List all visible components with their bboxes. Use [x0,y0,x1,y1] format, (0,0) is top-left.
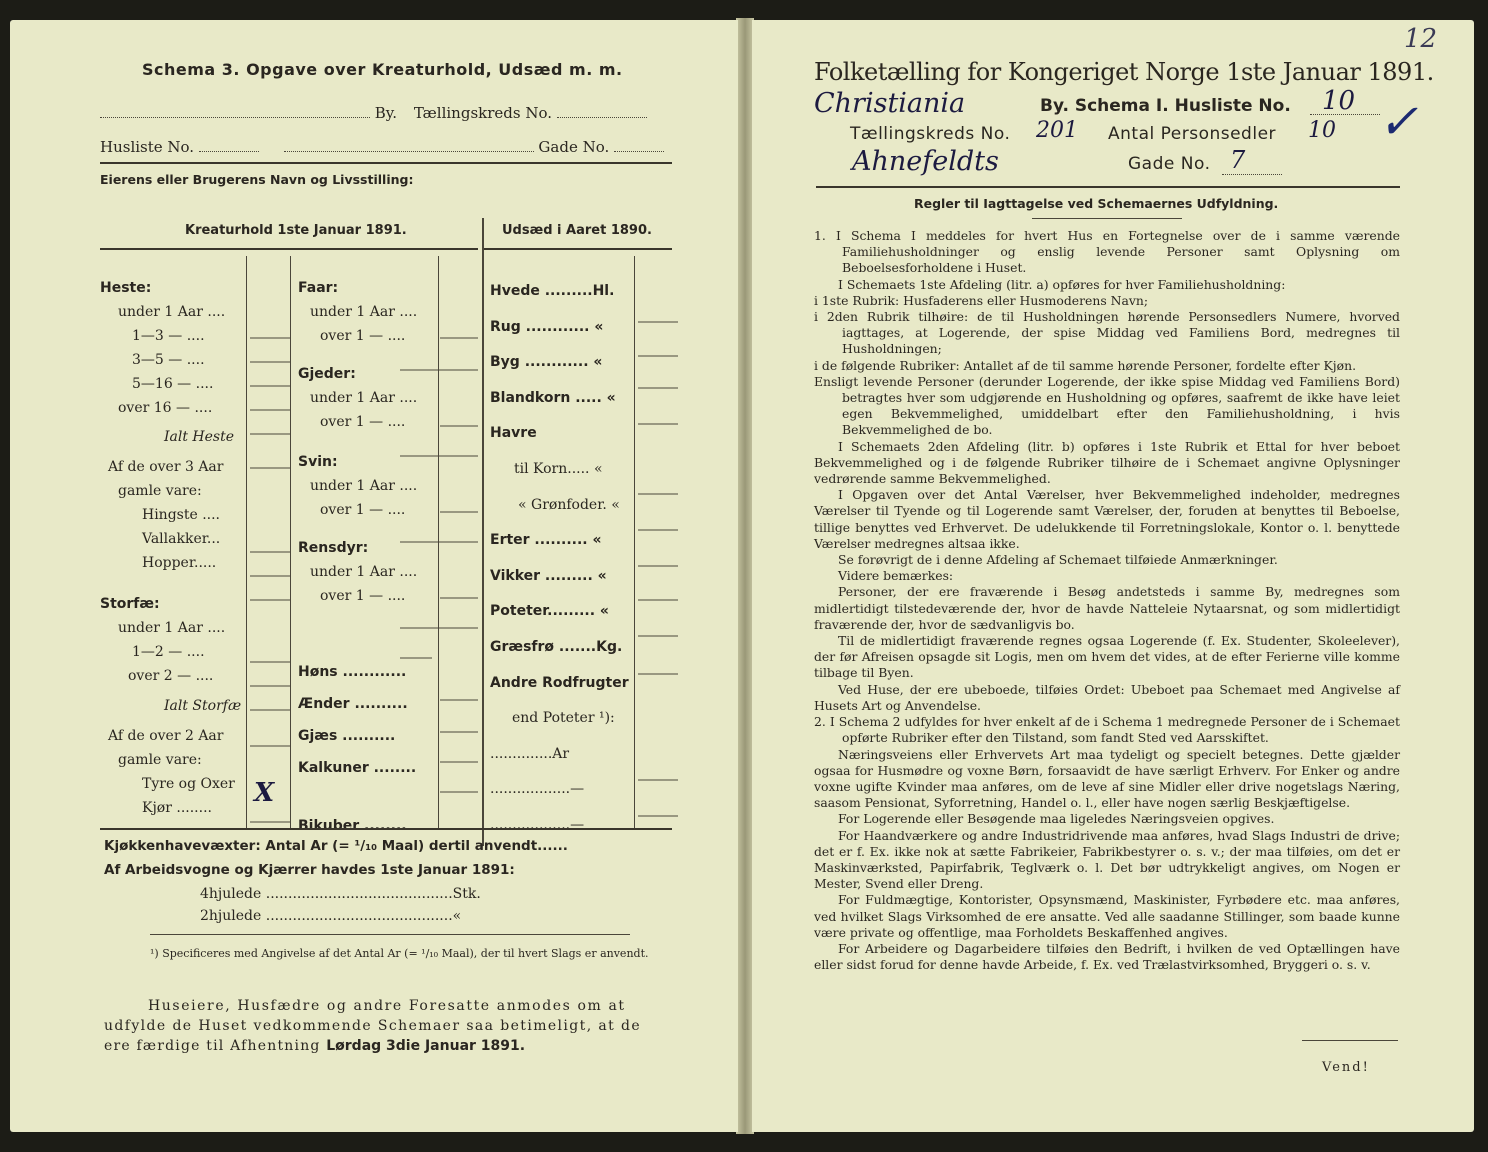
kreds-number-handwritten: 201 [1036,118,1078,143]
heste-row: Hingste .... [142,507,221,523]
closing-date: Lørdag 3die Januar 1891. [326,1038,526,1054]
by-schema-label: By. Schema I. Husliste No. [1040,96,1291,116]
city-handwritten: Christiania [814,88,966,119]
udsaed-row: ..................— [490,816,585,833]
closing-line-3 [104,1038,525,1054]
heste-heading: Heste: [100,280,152,296]
rule-paragraph: Til de midlertidigt fraværende regnes ogsaa Logerende (f. Ex. Studenter, Skoleelever), der før Afreisen opsagde sit Logis, men om hvem det vides, at de efter Ferierne ville komme tilbage til Byen. [814,633,1400,681]
hjul2-line: 2hjulede ..........................................« [200,908,462,924]
udsaed-row: ..............Ar [490,745,570,762]
svin-row: under 1 Aar .... [310,478,418,494]
street-handwritten: Ahnefeldts [852,146,999,177]
middle-answer-lines [390,256,480,828]
gjeder-row: over 1 — .... [320,414,406,430]
udsaed-row: « Grønfoder. « [518,496,620,513]
heste-row: 3—5 — .... [132,352,205,368]
storfae-row: Tyre og Oxer [142,776,235,792]
rules-title: Regler til Iagttagelse ved Schemaernes Udfyldning. [914,196,1279,211]
husliste-gade-line [100,138,664,156]
gade-number-handwritten: 7 [1230,146,1246,174]
rensdyr-row: under 1 Aar .... [310,564,418,580]
husliste-number-handwritten: 10 [1322,86,1356,116]
by-kreds-line [100,104,647,122]
vend-label: Vend! [1322,1060,1370,1075]
storfae-row: gamle vare: [118,752,202,768]
kreatur-header: Kreaturhold 1ste Januar 1891. [185,223,407,238]
closing-text: ere færdige til Afhentning [104,1038,321,1054]
rule-paragraph: 2. I Schema 2 udfyldes for hver enkelt af de i Schema 1 medregnede Personer de i Schemaet opførte Rubriker efter den Tilstand, som fandt Sted ved Aarsskiftet. [814,714,1400,746]
udsaed-row: ..................— [490,781,585,798]
storfae-row: Af de over 2 Aar [108,728,224,744]
udsaed-row: til Korn..... « [514,460,603,477]
storfae-row: Kjør ........ [142,800,212,816]
gade-label: Gade No. [538,138,610,156]
rule-paragraph: Videre bemærkes: [838,568,954,584]
heste-answer-lines [246,256,292,828]
gjeder-heading: Gjeder: [298,366,356,382]
udsaed-row: Hvede .........Hl. [490,283,615,299]
udsaed-row: Byg ............ « [490,354,603,371]
personsedler-handwritten: 10 [1308,118,1336,143]
personsedler-label: Antal Personsedler [1108,124,1277,144]
footnote: ¹) Specificeres med Angivelse af det Antal Ar (= ¹/₁₀ Maal), der til hvert Slags er anvendt. [150,947,649,960]
udsaed-answer-lines [634,256,680,828]
handwritten-x-mark: X [254,778,275,808]
rule-paragraph: Personer, der ere fraværende i Besøg andetsteds i samme By, medregnes som midlertidigt tilstedeværende der, hvor de havde Natteleie Nytaarsnat, og som midlertidigt fraværende der, hvor de sædvanligvis bo. [814,584,1400,632]
rule-paragraph: Næringsveiens eller Erhvervets Art maa tydeligt og specielt betegnes. Dette gjælder ogsaa for Husmødre og voxne Børn, forsaavidt de have særligt Erhverv. For Enker og andre voxne ugifte Kvinder maa anføres, om de leve af sine Midler eller drive nogetslags Næring, saasom Pensionat, Syforretning, Handel o. l., eller have nogen særlig Beskjæftigelse. [814,746,1400,811]
arbeidsvogne-line: Af Arbeidsvogne og Kjærrer havdes 1ste Januar 1891: [104,862,515,878]
udsaed-row: Havre [490,425,537,442]
check-mark: ✓ [1378,94,1419,150]
faar-heading: Faar: [298,280,339,296]
rule-paragraph: 1. I Schema I meddeles for hvert Hus en Fortegnelse over de i samme værende Familiehusholdninger og enslig levende Personer samt Oplysning om Beboelsesforholdene i Huset. [814,228,1400,276]
rule-paragraph: Ensligt levende Personer (derunder Logerende, der ikke spise Middag ved Familiens Bord) betragtes hver som udgjørende en Husholdning og opføres, saafremt de ikke have leiet egen Bekvemmelighed, umiddelbart efter den Familiehusholdning, i hvis Bekvemmelighed de bo. [814,373,1400,438]
kreds-label: Tællingskreds No. [413,104,553,122]
rule-paragraph: I Schemaets 1ste Afdeling (litr. a) opføres for hver Familiehusholdning: [838,276,1286,292]
rule-paragraph: For Logerende eller Besøgende maa ligeledes Næringsveien opgives. [838,811,1275,827]
heste-row: gamle vare: [118,483,202,499]
rule-paragraph: I Schemaets 2den Afdeling (litr. b) opføres i 1ste Rubrik et Ettal for hver beboet Bekvemmelighed og i de følgende Rubriker tilhøire de i Schemaet angivne Oplysninger vedrørende samme Bekvemmelighed. [814,438,1400,487]
fjaerkrae-row: Kalkuner ........ [298,760,417,776]
hjul4-line: 4hjulede ..........................................Stk. [200,886,481,902]
by-label: By. [374,104,398,122]
schema-3-title: Schema 3. Opgave over Kreaturhold, Udsæd m. m. [142,60,623,79]
rule-paragraph: i de følgende Rubriker: Antallet af de til samme hørende Personer, fordelte efter Kjøn. [814,357,1357,373]
heste-row: Hopper..... [142,555,217,571]
svin-row: over 1 — .... [320,502,406,518]
heste-row: over 16 — .... [118,400,213,416]
heste-block [100,276,234,575]
ialt-heste: Ialt Heste [164,429,235,445]
ialt-storfae: Ialt Storfæ [164,698,242,714]
gade-label: Gade No. [1128,154,1211,174]
svin-heading: Svin: [298,454,338,470]
udsaed-header: Udsæd i Aaret 1890. [502,223,652,238]
rule-paragraph: I Opgaven over det Antal Værelser, hver Bekvemmelighed indeholder, medregnes Værelser til Tyende og til Logerende samt Værelser, der, foruden at benyttes til Beboelse, tillige benyttes ved Erhvervet. De udelukkende til Forretningslokale, Kontor o. l. benyttede Værelser medregnes altsaa ikke. [814,487,1400,551]
udsaed-row: Blandkorn ..... « [490,389,616,406]
faar-row: over 1 — .... [320,328,406,344]
fjaerkrae-row: Bikuber ........ [298,818,407,834]
header-rule [100,162,672,164]
page-number: 12 [1404,24,1438,54]
udsaed-row: Andre Rodfrugter [490,674,629,691]
udsaed-row: Poteter......... « [490,603,609,620]
heste-row: Af de over 3 Aar [108,459,224,475]
fjaerkrae-row: Ænder .......... [298,696,408,712]
rensdyr-row: over 1 — .... [320,588,406,604]
storfae-block [100,592,241,820]
udsaed-row: Vikker ......... « [490,567,607,584]
heste-row: 5—16 — .... [132,376,214,392]
heste-row: Vallakker... [142,531,221,547]
rule-paragraph: Se forøvrigt de i denne Afdeling af Schemaet tilføiede Anmærkninger. [838,552,1278,568]
closing-line-2: udfylde de Huset vedkommende Schemaer saa betimeligt, at de [104,1018,642,1034]
left-page-schema-3 [10,20,738,1132]
rule-paragraph: For Arbeidere og Dagarbeidere tilføies den Bedrift, i hvilken de ved Optællingen have eller sidst forud for denne havde Arbeide, f. Ex. ved Trælastvirksomhed, Bryggeri o. s. v. [814,940,1400,973]
fjaerkrae-row: Høns ............ [298,664,407,680]
udsaed-row: end Poteter ¹): [512,710,615,727]
heste-row: under 1 Aar .... [118,304,226,320]
rules-text [814,228,1400,973]
udsaed-row: Rug ............ « [490,318,604,335]
fjaerkrae-row: Gjæs .......... [298,728,396,744]
husliste-label: Husliste No. [100,138,195,156]
right-page-schema-1 [752,20,1474,1132]
rensdyr-heading: Rensdyr: [298,540,369,556]
rule-paragraph: i 1ste Rubrik: Husfaderens eller Husmoderens Navn; [814,292,1149,308]
udsaed-block [490,274,629,844]
kjokkenhave-line: Kjøkkenhavevæxter: Antal Ar (= ¹/₁₀ Maal) dertil anvendt...... [104,838,568,854]
rule-paragraph: For Haandværkere og andre Industridrivende maa anføres, hvad Slags Industri de drive; det er f. Ex. ikke nok at sætte Fabrikeier, Fabrikbestyrer o. s. v.; der maa tilføies, om det er Maskinværksted, Papirfabrik, Teglværk o. l. Det bør udtrykkeligt angives, om Nogen er Mester, Svend eller Dreng. [814,827,1400,892]
storfae-heading: Storfæ: [100,596,160,612]
census-title: Folketælling for Kongeriget Norge 1ste Januar 1891. [814,58,1434,86]
owner-label: Eierens eller Brugerens Navn og Livsstilling: [100,172,414,187]
rule-paragraph: Ved Huse, der ere ubeboede, tilføies Ordet: Ubeboet paa Schemaet med Angivelse af Husets Art og Anvendelse. [814,681,1400,713]
gjeder-row: under 1 Aar .... [310,390,418,406]
storfae-row: under 1 Aar .... [118,620,226,636]
heste-row: 1—3 — .... [132,328,205,344]
closing-line-1: Huseiere, Husfædre og andre Foresatte anmodes om at [148,998,626,1014]
storfae-row: 1—2 — .... [132,644,205,660]
rule-paragraph: i 2den Rubrik tilhøire: de til Husholdningen hørende Personsedlers Numere, hvorved iagttages, at Logerende, der spise Middag ved Familiens Bord, medregnes til Husholdningen; [814,309,1400,357]
rule-paragraph: For Fuldmægtige, Kontorister, Opsynsmænd, Maskinister, Fyrbødere etc. maa anføres, ved hvilket Slags Virksomhed de ere ansatte. Ved alle saadanne Stillinger, som baade kunne være private og offentlige, maa Forholdets Beskaffenhed angives. [814,892,1400,940]
kreds-label: Tællingskreds No. [850,124,1011,144]
udsaed-row: Græsfrø .......Kg. [490,638,623,655]
storfae-row: over 2 — .... [128,668,214,684]
udsaed-row: Erter .......... « [490,532,602,549]
faar-row: under 1 Aar .... [310,304,418,320]
